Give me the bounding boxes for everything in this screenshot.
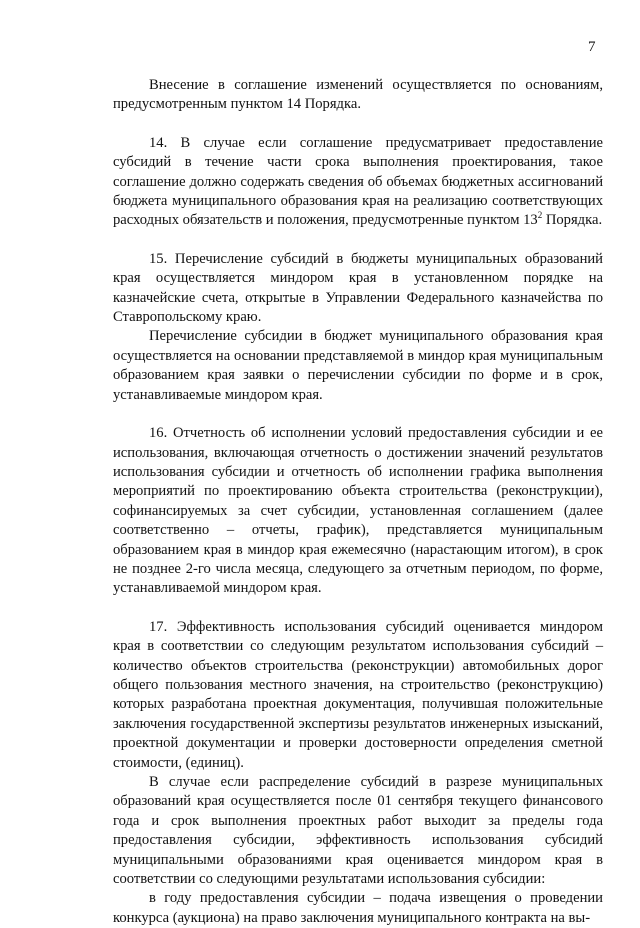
page-number: 7 [588, 39, 596, 55]
paragraph-15: 15. Перечисление субсидий в бюджеты муниципальных образований края осуществляется миндором края в установленном порядке на казначейские счета, открытые в Управлении Федерального казначейства по Ставропольскому краю. [113, 250, 603, 326]
paragraph-14-tail: Порядка. [542, 212, 603, 229]
paragraph-15-second: Перечисление субсидии в бюджет муниципального образования края осуществляется на основании представляемой в миндор края муниципальным образованием края заявки о перечислении субсидии по форме и в срок, устанавливаемые миндором края. [113, 328, 603, 403]
paragraph-17-third: в году предоставления субсидии – подача извещения о проведении конкурса (аукциона) на право заключения муниципального контракта на вы- [113, 890, 603, 926]
paragraph-intro: Внесение в соглашение изменений осуществляется по основаниям, предусмотренным пунктом 14 Порядка. [113, 77, 603, 113]
paragraph-16: 16. Отчетность об исполнении условий предоставления субсидии и ее использования, включающая отчетность о достижении значений результатов использования субсидии и отчетность об исполнении графика выполнения мероприятий по проектированию объекта строительства (реконструкции), софинансируемых за счет субсидии, установленная соглашением (далее соответственно – отчеты, график), представляется муниципальным образованием края в миндор края ежемесячно (нарастающим итогом), в срок не позднее 2-го числа месяца, следующего за отчетным периодом, по форме, устанавливаемой миндором края. [113, 425, 603, 597]
paragraph-17: 17. Эффективность использования субсидий оценивается миндором края в соответствии со следующим результатом использования субсидий – количество объектов строительства (реконструкции) автомобильных дорог общего пользования местного значения, на строительство (реконструкцию) которых разработана проектная документация, получившая положительные заключения государственной экспертизы результатов инженерных изысканий, проектной документации и проверки достоверности определения сметной стоимости, (единиц). [113, 618, 603, 771]
paragraph-17-second: В случае если распределение субсидий в разрезе муниципальных образований края осуществляется после 01 сентября текущего финансового года и срок выполнения проектных работ выходит за пределы года предоставления субсидии, эффективность использования субсидий муниципальными образованиями края оценивается миндором края в соответствии со следующими результатами использования субсидии: [113, 774, 603, 888]
paragraph-14-text: 14. В случае если соглашение предусматривает предоставление субсидий в течение части срока выполнения проектирования, такое соглашение должно содержать сведения об объемах бюджетных ассигнований бюджета муниципального образования края на реализацию соответствующих расходных обязательств и положения, предусмотренные пунктом 13 [113, 134, 603, 229]
paragraph-14-superscript: 2 [537, 210, 543, 221]
document-body [113, 76, 603, 928]
paragraph-14 [113, 134, 603, 231]
